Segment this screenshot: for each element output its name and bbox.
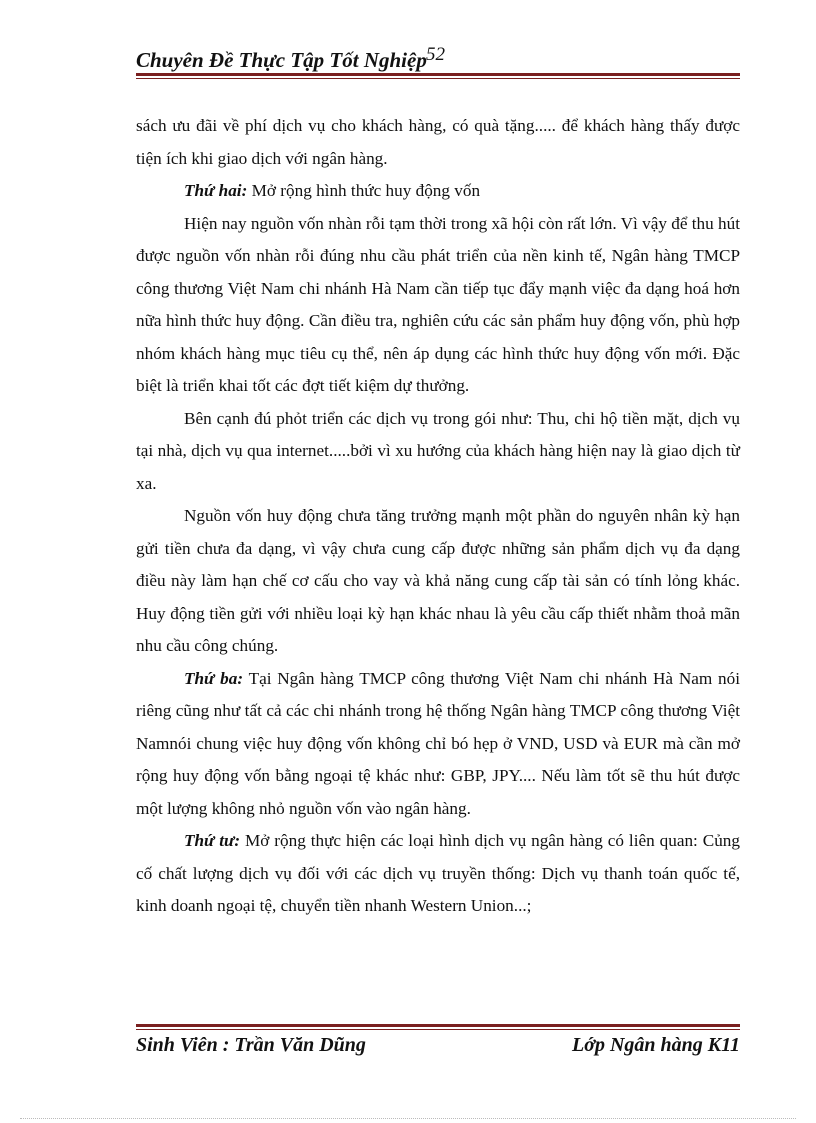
paragraph-6-text: Tại Ngân hàng TMCP công thương Việt Nam chi nhánh Hà Nam nói riêng cũng như tất cả các chi nhánh trong hệ thống Ngân hàng TMCP công thương Việt Namnói chung việc huy động vốn không chỉ bó hẹp ở VND, USD và EUR mà cần mở rộng huy động vốn bằng ngoại tệ khác như: GBP, JPY.... Nếu làm tốt sẽ thu hút được một lượng không nhỏ nguồn vốn vào ngân hàng. <box>136 668 740 818</box>
paragraph-7 <box>136 825 740 923</box>
page-body <box>136 110 740 923</box>
paragraph-6-lead: Thứ ba: <box>184 668 244 688</box>
footer-class: Lớp Ngân hàng K11 <box>572 1034 740 1056</box>
footer-rule-thick <box>136 1024 740 1027</box>
paragraph-4: Bên cạnh đú phỏt triển các dịch vụ trong gói như: Thu, chi hộ tiền mặt, dịch vụ tại nhà, dịch vụ qua internet.....bởi vì xu hướng của khách hàng hiện nay là giao dịch từ xa. <box>136 408 740 493</box>
paragraph-1: sách ưu đãi về phí dịch vụ cho khách hàng, có quà tặng..... để khách hàng thấy được tiện ích khi giao dịch với ngân hàng. <box>136 116 740 168</box>
paragraph-2 <box>136 175 740 208</box>
paragraph-7-lead: Thứ tư: <box>184 831 241 850</box>
footer-student: Sinh Viên : Trần Văn Dũng <box>136 1034 366 1056</box>
paragraph-7-text: Mở rộng thực hiện các loại hình dịch vụ ngân hàng có liên quan: Củng cố chất lượng dịch vụ đối với các dịch vụ truyền thống: Dịch vụ thanh toán quốc tế, kinh doanh ngoại tệ, chuyển tiền nhanh Western Union...; <box>136 831 740 915</box>
paragraph-2-lead: Thứ hai: <box>184 181 248 200</box>
header-title: Chuyên Đề Thực Tập Tốt Nghiệp <box>136 48 427 72</box>
paragraph-5: Nguồn vốn huy động chưa tăng trưởng mạnh một phần do nguyên nhân kỳ hạn gửi tiền chưa đa dạng, vì vậy chưa cung cấp được những sản phẩm dịch vụ đa dạng điều này làm hạn chế cơ cấu cho vay và khả năng cung cấp tài sản có tính lỏng khác. Huy động tiền gửi với nhiều loại kỳ hạn khác nhau là yêu cầu cấp thiết nhằm thoả mãn nhu cầu công chúng. <box>136 506 740 655</box>
paragraph-2-text: Mở rộng hình thức huy động vốn <box>247 181 481 200</box>
header-rule-thin <box>136 78 740 79</box>
page-footer <box>136 1034 740 1064</box>
page-number: 52 <box>426 44 445 65</box>
page-edge-dots <box>20 1118 796 1119</box>
header-rule-thick <box>136 73 740 76</box>
footer-rule-thin <box>136 1029 740 1030</box>
paragraph-3: Hiện nay nguồn vốn nhàn rỗi tạm thời trong xã hội còn rất lớn. Vì vậy để thu hút được nguồn vốn nhàn rỗi đúng nhu cầu phát triển của nền kinh tế, Ngân hàng TMCP công thương Việt Nam chi nhánh Hà Nam cần tiếp tục đẩy mạnh việc đa dạng hoá hơn nữa hình thức huy động. Cần điều tra, nghiên cứu các sản phẩm huy động vốn, phù hợp nhóm khách hàng mục tiêu cụ thể, nên áp dụng các hình thức huy động vốn mới. Đặc biệt là triển khai tốt các đợt tiết kiệm dự thưởng. <box>136 213 740 395</box>
paragraph-6 <box>136 663 740 826</box>
